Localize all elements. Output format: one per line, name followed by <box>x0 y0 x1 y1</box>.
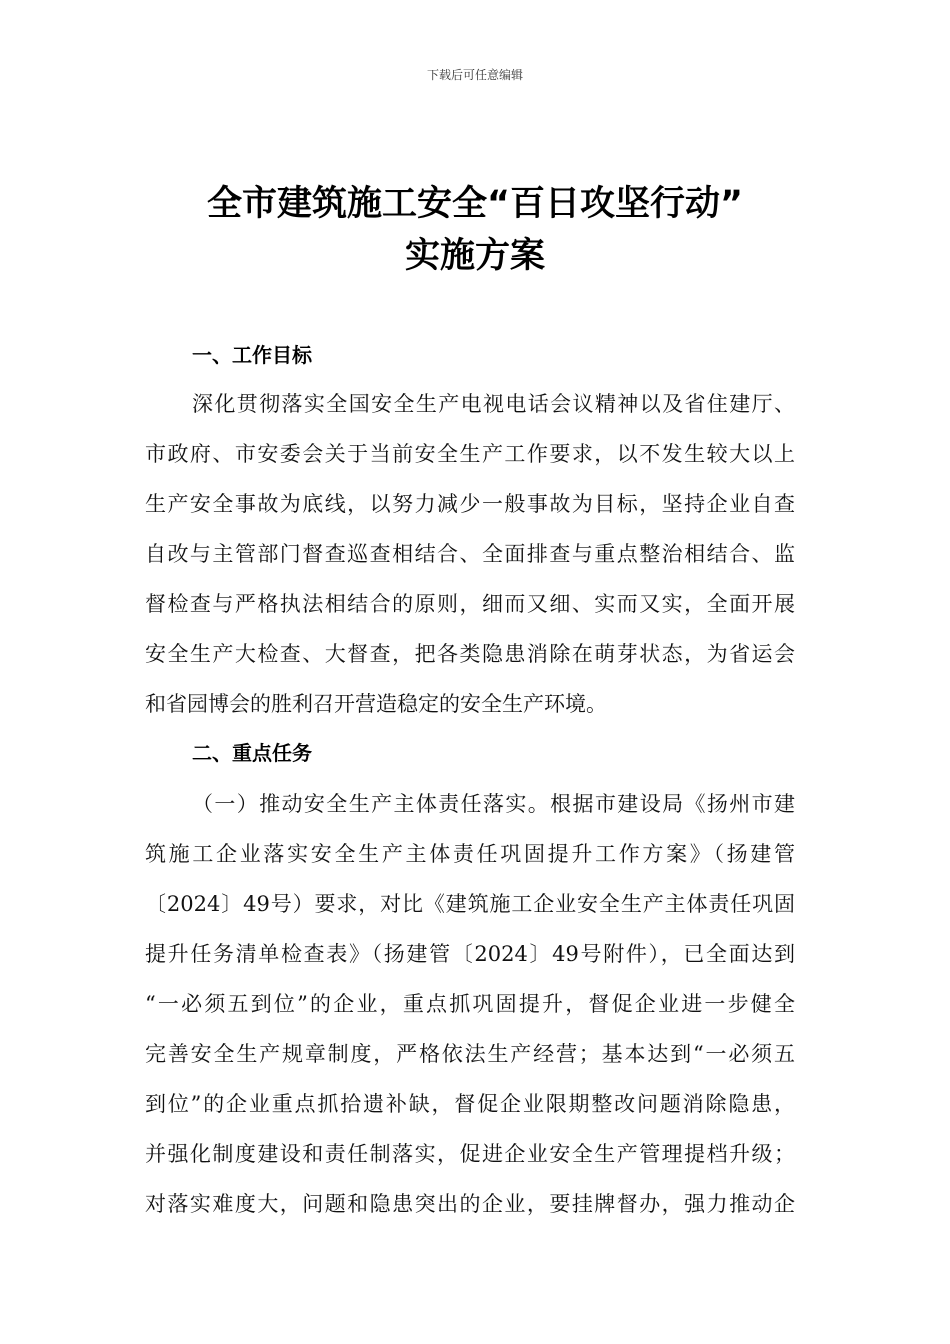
paragraph-line: 督检查与严格执法相结合的原则，细而又细、实而又实，全面开展 <box>145 592 795 616</box>
paragraph-line: 〔2024〕49号）要求，对比《建筑施工企业安全生产主体责任巩固 <box>145 892 795 916</box>
section-heading-tasks: 二、重点任务 <box>192 741 312 765</box>
paragraph-line: 安全生产大检查、大督查，把各类隐患消除在萌芽状态，为省运会 <box>145 642 795 666</box>
paragraph-line: 和省园博会的胜利召开营造稳定的安全生产环境。 <box>145 692 607 716</box>
document-title-line-1: 全市建筑施工安全“百日攻坚行动” <box>206 184 743 224</box>
paragraph-line: 完善安全生产规章制度，严格依法生产经营；基本达到“一必须五 <box>145 1042 795 1066</box>
paragraph-line: （一）推动安全生产主体责任落实。根据市建设局《扬州市建 <box>192 792 795 816</box>
paragraph-line: 自改与主管部门督查巡查相结合、全面排查与重点整治相结合、监 <box>145 542 795 566</box>
document-title-line-2: 实施方案 <box>404 236 545 276</box>
section-heading-goals: 一、工作目标 <box>192 343 312 367</box>
paragraph-line: 筑施工企业落实安全生产主体责任巩固提升工作方案》（扬建管 <box>145 842 795 866</box>
paragraph-line: “一必须五到位”的企业，重点抓巩固提升，督促企业进一步健全 <box>145 992 795 1016</box>
paragraph-line: 到位”的企业重点抓拾遗补缺，督促企业限期整改问题消除隐患， <box>145 1092 795 1116</box>
header-note: 下载后可任意编辑 <box>426 68 523 82</box>
paragraph-line: 提升任务清单检查表》（扬建管〔2024〕49号附件），已全面达到 <box>145 942 795 966</box>
paragraph-line: 生产安全事故为底线，以努力减少一般事故为目标，坚持企业自查 <box>145 492 795 516</box>
paragraph-line: 市政府、市安委会关于当前安全生产工作要求，以不发生较大以上 <box>145 442 795 466</box>
paragraph-line: 深化贯彻落实全国安全生产电视电话会议精神以及省住建厅、 <box>192 392 795 416</box>
paragraph-line: 对落实难度大，问题和隐患突出的企业，要挂牌督办，强力推动企 <box>145 1192 795 1216</box>
paragraph-line: 并强化制度建设和责任制落实，促进企业安全生产管理提档升级； <box>145 1142 795 1166</box>
